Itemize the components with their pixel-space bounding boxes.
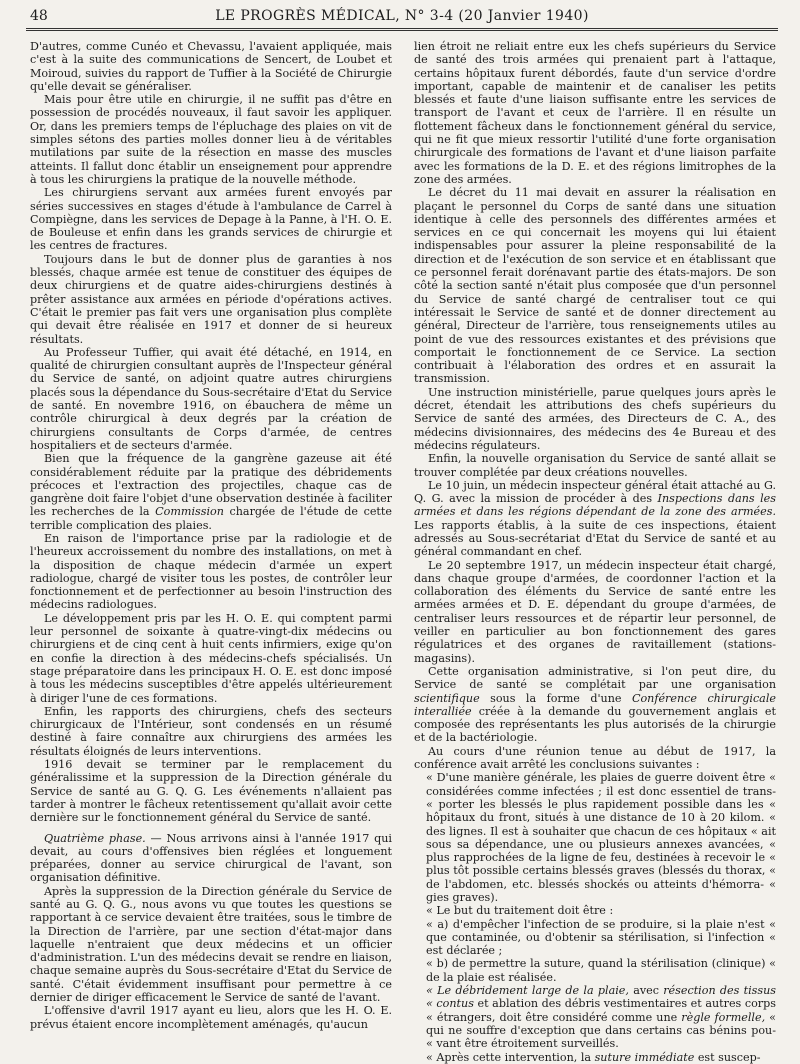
quote-paragraph: « b) de permettre la suture, quand la stérilisation (clinique) « de la plaie est réalisée. — [426, 957, 776, 984]
text-run: « qui ne souffre d'exception que dans certains cas bénins pou- « vant être étroitement surveillés. — [426, 1010, 776, 1051]
paragraph — [414, 479, 776, 559]
text-run: — Nous arrivons ainsi à l'année 1917 qui devait, au cours d'offensives bien réglées et longuement préparées, donner au service chirurgical de l'avant, son organisation définitive. — [30, 831, 392, 885]
quote-paragraph — [426, 1051, 776, 1064]
running-title: LE PROGRÈS MÉDICAL, N° 3-4 (20 Janvier 1940) — [215, 8, 589, 24]
paragraph: Enfin, les rapports des chirurgiens, chefs des secteurs chirurgicaux de l'Intérieur, sont condensés en un résumé destiné à faire connaître aux chirurgiens des armées les résultats éloignés de leurs interventions. — [30, 704, 392, 758]
paragraph: lien étroit ne reliait entre eux les chefs supérieurs du Service de santé des trois armées qui prenaient part à l'attaque, certains hôpitaux furent débordés, faute d'un service d'ordre important, capable de maintenir et de canaliser les petits blessés et faute d'une liaison suffisante entre les services de transport de l'avant et ceux de l'arrière. Il en résulte un flottement fâcheux dans le fonctionnement général du service, qui ne fit que mieux ressortir l'utilité d'une forte organisation chirurgicale des formations de l'avant et d'une liaison parfaite avec les formations de la D. E. et des régions limitrophes de la zone des armées. — [414, 40, 776, 186]
section-heading: Quatrième phase. — [44, 831, 146, 845]
paragraph: Enfin, la nouvelle organisation du Service de santé allait se trouver complétée par deux créations nouvelles. — [414, 452, 776, 479]
conference-conclusions-quote — [414, 771, 776, 1064]
text-emphasis: « Le débridement large de la plaie, — [426, 984, 629, 998]
text-run: avec — [628, 984, 664, 998]
paragraph — [414, 665, 776, 745]
paragraph: L'offensive d'avril 1917 ayant eu lieu, alors que les H. O. E. prévus étaient encore incomplètement aménagés, qu'aucun — [30, 1004, 392, 1031]
text-run: Les rapports établis, à la suite de ces inspections, étaient adressés au Sous-secrétariat d'Etat du Service de santé et au général commandant en chef. — [414, 518, 776, 559]
paragraph — [30, 452, 392, 532]
paragraph: Au cours d'une réunion tenue au début de 1917, la conférence avait arrêté les conclusions suivantes : — [414, 744, 776, 772]
text-run: Bien que la fréquence de la gangrène gazeuse ait été considérablement réduite par la pratique des débridements précoces et l'extraction des projectiles, chaque cas de gangrène doit faire l'objet d'une observation destinée à faciliter les recherches de la — [30, 452, 392, 519]
page-header — [26, 6, 778, 31]
text-run: « Après cette intervention, la — [426, 1050, 595, 1064]
paragraph: Mais pour être utile en chirurgie, il ne suffit pas d'être en possession de procédés nouveaux, il faut savoir les appliquer. Or, dans les premiers temps de l'épluchage des plaies on vit de simples sétons des parties molles donner lieu à de véritables mutilations par suite de la résection en masse des muscles atteints. Il fallut donc établir un enseignement pour apprendre à tous les chirurgiens la pratique de la nouvelle méthode. — [30, 93, 392, 186]
paragraph: 1916 devait se terminer par le remplacement du généralissime et la suppression de la Direction générale du Service de santé au G. Q. G. Les événements n'allaient pas tarder à montrer le fâcheux retentissement qu'allait avoir cette dernière sur le fonctionnement général du Service de santé. — [30, 758, 392, 825]
paragraph: Toujours dans le but de donner plus de garanties à nos blessés, chaque armée est tenue de constituer des équipes de deux chirurgiens et de quatre aides-chirurgiens destinés à prêter assistance aux armées en période d'opérations actives. C'était le premier pas fait vers une organisation plus complète qui devait être réalisée en 1917 et donner de si heureux résultats. — [30, 252, 392, 346]
left-column — [30, 40, 393, 1031]
text-run: et ablation des débris vestimentaires et autres corps « étrangers, doit être considéré comme une — [426, 997, 776, 1024]
text-run: créée à la demande du gouvernement anglais et composée des représentants les plus autorisés de la chirurgie et de la bactériologie. — [414, 704, 776, 745]
text-run: sous la forme d'une — [479, 691, 632, 705]
paragraph: Au Professeur Tuffier, qui avait été détaché, en 1914, en qualité de chirurgien consultant auprès de l'Inspecteur général du Service de santé, on adjoint quatre autres chirurgiens placés sous la dépendance du Sous-secrétaire d'Etat du Service de santé. En novembre 1916, on ébauchera de même un contrôle chirurgical à deux degrés par la création de chirurgiens consultants de Corps d'armée, de centres hospitaliers et de secteurs d'armée. — [30, 345, 392, 452]
text-emphasis: Inspections dans les armées et dans les régions dépendant de la zone des armées. — [414, 492, 776, 519]
paragraph: Le décret du 11 mai devait en assurer la réalisation en plaçant le personnel du Corps de santé dans une situation identique à celle des personnels des différentes armées et services en ce qui concernait les moyens qui lui étaient indispensables pour assurer la pleine responsabilité de la direction et de l'exécution de son service et en établissant que ce personnel ferait dorénavant partie des états-majors. De son côté la section santé n'était plus composée que d'un personnel du Service de santé chargé de centraliser tout ce qui intéressait le Service de santé et de donner directement au général, Directeur de l'arrière, tous renseignements utiles au point de vue des ressources existantes et des prévisions que comportait le fonctionnement de ce Service. La section contribuait à l'élaboration des ordres et en assurait la transmission. — [414, 186, 776, 386]
paragraph: Le 20 septembre 1917, un médecin inspecteur était chargé, dans chaque groupe d'armées, de coordonner l'action et la collaboration des éléments du Service de santé entre les armées armées et D. E. dépendant du groupe d'armées, de centraliser leurs ressources et de répartir leur personnel, de veiller en particulier au bon fonctionnement des gares régulatrices et des organes de ravitaillement (stations-magasins). — [414, 558, 776, 665]
page-number: 48 — [30, 8, 48, 24]
paragraph: Une instruction ministérielle, parue quelques jours après le décret, étendait les attributions des chefs supérieurs du Service de santé des armées, des Directeurs de C. A., des médecins divisionnaires, des médecins des 4e Bureau et des médecins régulateurs. — [414, 385, 776, 452]
text-run: est suscep- — [694, 1050, 761, 1064]
right-column — [414, 40, 776, 1064]
paragraph: En raison de l'importance prise par la radiologie et de l'heureux accroissement du nombre des installations, on met à la disposition de chaque médecin d'armée un expert radiologue, chargé de visiter tous les postes, de contrôler leur fonctionnement et de perfectionner au besoin l'instruction des médecins radiologues. — [30, 531, 392, 612]
text-emphasis: Conférence chirurgicale interalliée — [414, 691, 776, 718]
paragraph: Les chirurgiens servant aux armées furent envoyés par séries successives en stages d'étude à l'ambulance de Carrel à Compiègne, dans les services de Depage à la Panne, à l'H. O. E. de Bouleuse et enfin dans les grands services de chirurgie et les centres de fractures. — [30, 186, 392, 253]
section-paragraph — [30, 832, 392, 885]
text-emphasis: suture immédiate — [594, 1050, 695, 1064]
text-emphasis: Commission — [155, 505, 224, 519]
quote-paragraph: « D'une manière générale, les plaies de guerre doivent être « considérées comme infectées ; il est donc essentiel de trans- « porter les blessés le plus rapidement possible dans les « hôpitaux du front, situés à une distance de 10 à 20 kilom. « des lignes. Il est à souhaiter que chacun de ces hôpitaux « ait sous sa dépendance, une ou plusieurs annexes avancées, « plus rapprochées de la ligne de feu, destinées à recevoir le « plus tôt possible certains blessés graves (blessés du thorax, « de l'abdomen, etc. blessés shockés ou atteints d'hémorra- « gies graves). — [426, 771, 776, 904]
paragraph: D'autres, comme Cunéo et Chevassu, l'avaient appliquée, mais c'est à la suite des communications de Sencert, de Loubet et Moiroud, suivies du rapport de Tuffier à la Société de Chirurgie qu'elle devait se généraliser. — [30, 40, 392, 93]
paragraph: Après la suppression de la Direction générale du Service de santé au G. Q. G., nous avons vu que toutes les questions se rapportant à ce service devaient être traitées, sous le timbre de la Direction de l'arrière, par une section d'état-major dans laquelle n'entraient que deux médecins et un officier d'administration. L'un des médecins devait se rendre en liaison, chaque semaine auprès du Sous-secrétaire d'Etat du Service de santé. C'était évidemment insuffisant pour permettre à ce dernier de diriger efficacement le Service de santé de l'avant. — [30, 884, 393, 1005]
text-run: Cette organisation administrative, si l'on peut dire, du Service de santé se complétait par une organisation — [414, 664, 776, 692]
quote-paragraph: « Le but du traitement doit être : — [426, 904, 614, 918]
quote-paragraph: « a) d'empêcher l'infection de se produire, si la plaie n'est « que contaminée, ou d'obtenir sa stérilisation, si l'infection « est déclarée ; — [426, 917, 776, 958]
text-emphasis: résection des tissus « contus — [426, 984, 776, 1011]
text-run: chargée de l'étude de cette terrible complication des plaies. — [30, 505, 392, 532]
quote-paragraph — [426, 984, 776, 1050]
paragraph: Le développement pris par les H. O. E. qui comptent parmi leur personnel de soixante à quatre-vingt-dix médecins ou chirurgiens et de cinq cent à huit cents infirmiers, exige qu'on en confie la direction à des médecins-chefs spécialisés. Un stage préparatoire dans les principaux H. O. E. est donc imposé à tous les médecins susceptibles d'être appelés ultérieurement à diriger l'une de ces formations. — [30, 611, 392, 705]
text-emphasis: règle formelle, — [681, 1010, 766, 1024]
text-run: Le 10 juin, un médecin inspecteur général était attaché au G. Q. G. avec la mission de procéder à des — [414, 478, 776, 506]
text-emphasis: scientifique — [414, 691, 480, 705]
